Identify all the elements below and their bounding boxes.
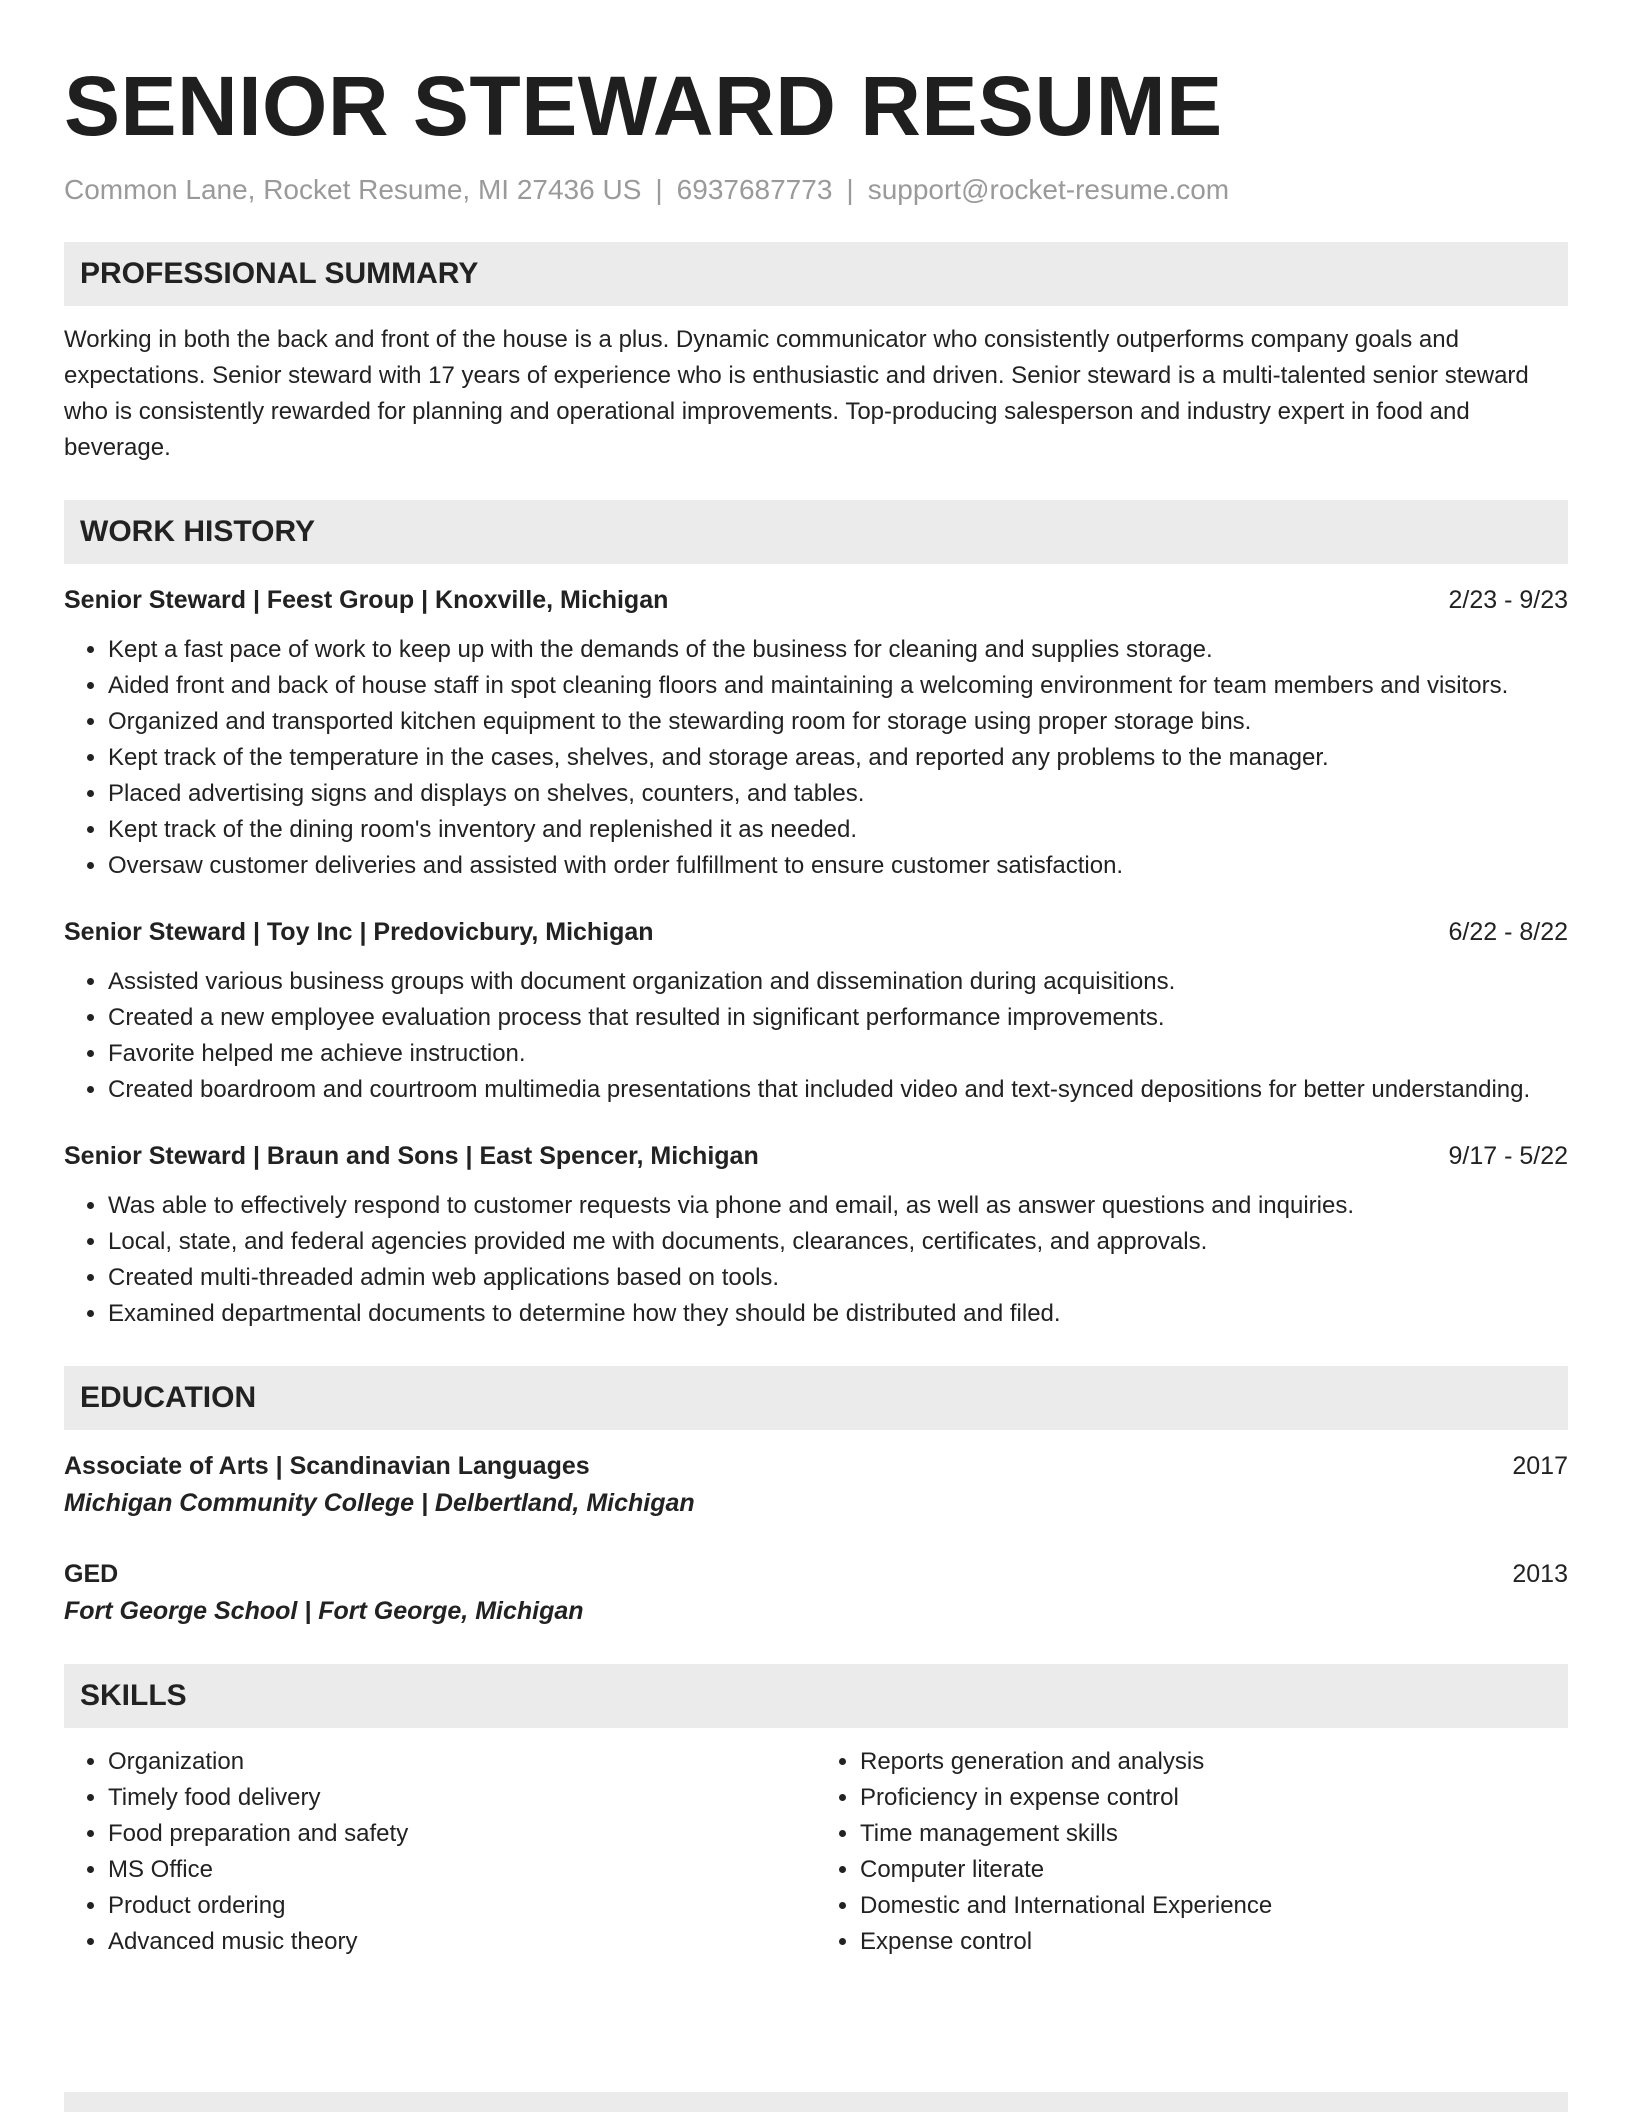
job-entry — [64, 914, 1568, 1108]
job-bullet: • Created boardroom and courtroom multimedia presentations that included video and text-synced depositions for better understanding. — [108, 1072, 1568, 1108]
skill-item: • MS Office — [108, 1852, 816, 1888]
skills-list-left — [64, 1744, 816, 1960]
education-degree: GED — [64, 1560, 119, 1588]
section-heading-skills: SKILLS — [64, 1664, 1568, 1728]
skill-item: • Advanced music theory — [108, 1924, 816, 1960]
education-entry — [64, 1448, 1568, 1522]
education-degree: Associate of Arts | Scandinavian Languages — [64, 1452, 590, 1480]
job-bullet: • Placed advertising signs and displays on shelves, counters, and tables. — [108, 776, 1568, 812]
skills-columns — [64, 1744, 1568, 1960]
job-bullet: • Created multi-threaded admin web applications based on tools. — [108, 1260, 1568, 1296]
contact-address: Common Lane, Rocket Resume, MI 27436 US — [64, 174, 642, 205]
job-dates: 6/22 - 8/22 — [1448, 918, 1568, 946]
skills-list-right — [816, 1744, 1568, 1960]
resume-title: SENIOR STEWARD RESUME — [64, 59, 1223, 153]
job-title: Senior Steward | Toy Inc | Predovicbury, Michigan — [64, 918, 654, 946]
job-header — [64, 914, 1568, 950]
job-dates: 2/23 - 9/23 — [1448, 586, 1568, 614]
education-year: 2017 — [1512, 1452, 1568, 1480]
contact-separator: | — [846, 174, 854, 205]
job-entry — [64, 582, 1568, 884]
job-bullet: • Aided front and back of house staff in spot cleaning floors and maintaining a welcoming environment for team members and visitors. — [108, 668, 1568, 704]
job-bullet: • Was able to effectively respond to customer requests via phone and email, as well as answer questions and inquiries. — [108, 1188, 1568, 1224]
skill-item: • Time management skills — [860, 1816, 1568, 1852]
education-header — [64, 1556, 1568, 1592]
contact-separator: | — [655, 174, 663, 205]
job-bullets — [64, 1188, 1568, 1332]
job-title: Senior Steward | Feest Group | Knoxville, Michigan — [64, 586, 669, 614]
job-bullet: • Created a new employee evaluation process that resulted in significant performance improvements. — [108, 1000, 1568, 1036]
job-bullet: • Kept a fast pace of work to keep up with the demands of the business for cleaning and supplies storage. — [108, 632, 1568, 668]
skill-item: • Proficiency in expense control — [860, 1780, 1568, 1816]
skill-item: • Computer literate — [860, 1852, 1568, 1888]
job-dates: 9/17 - 5/22 — [1448, 1142, 1568, 1170]
job-bullet: • Local, state, and federal agencies provided me with documents, clearances, certificates, and approvals. — [108, 1224, 1568, 1260]
section-heading-education: EDUCATION — [64, 1366, 1568, 1430]
skill-item: • Reports generation and analysis — [860, 1744, 1568, 1780]
contact-line — [64, 172, 1568, 208]
job-bullet: • Organized and transported kitchen equipment to the stewarding room for storage using proper storage bins. — [108, 704, 1568, 740]
section-heading-work: WORK HISTORY — [64, 500, 1568, 564]
summary-text: Working in both the back and front of the house is a plus. Dynamic communicator who consistently outperforms company goals and expectations. Senior steward with 17 years of experience who is enthusiastic and driven. Senior steward is a multi-talented senior steward who is consistently rewarded for planning and operational improvements. Top-producing salesperson and industry expert in food and beverage. — [64, 326, 1529, 461]
skill-item: • Product ordering — [108, 1888, 816, 1924]
skill-item: • Food preparation and safety — [108, 1816, 816, 1852]
job-bullets — [64, 964, 1568, 1108]
education-entry — [64, 1556, 1568, 1630]
skill-item: • Expense control — [860, 1924, 1568, 1960]
job-bullet: • Assisted various business groups with document organization and dissemination during acquisitions. — [108, 964, 1568, 1000]
contact-email: support@rocket-resume.com — [867, 174, 1230, 205]
job-bullet: • Favorite helped me achieve instruction. — [108, 1036, 1568, 1072]
job-bullet: • Kept track of the temperature in the cases, shelves, and storage areas, and reported any problems to the manager. — [108, 740, 1568, 776]
job-header — [64, 582, 1568, 618]
skill-item: • Organization — [108, 1744, 816, 1780]
job-bullet: • Kept track of the dining room's inventory and replenished it as needed. — [108, 812, 1568, 848]
education-school: Fort George School | Fort George, Michigan — [64, 1597, 584, 1625]
job-bullets — [64, 632, 1568, 884]
skill-item: • Timely food delivery — [108, 1780, 816, 1816]
job-bullet: • Examined departmental documents to determine how they should be distributed and filed. — [108, 1296, 1568, 1332]
education-header — [64, 1448, 1568, 1484]
job-bullet: • Oversaw customer deliveries and assisted with order fulfillment to ensure customer satisfaction. — [108, 848, 1568, 884]
job-entry — [64, 1138, 1568, 1332]
section-heading-summary: PROFESSIONAL SUMMARY — [64, 242, 1568, 306]
skill-item: • Domestic and International Experience — [860, 1888, 1568, 1924]
job-title: Senior Steward | Braun and Sons | East Spencer, Michigan — [64, 1142, 759, 1170]
education-year: 2013 — [1512, 1560, 1568, 1588]
contact-phone: 6937687773 — [676, 174, 833, 205]
education-school: Michigan Community College | Delbertland, Michigan — [64, 1489, 695, 1517]
next-section-heading-band — [64, 2092, 1568, 2112]
job-header — [64, 1138, 1568, 1174]
